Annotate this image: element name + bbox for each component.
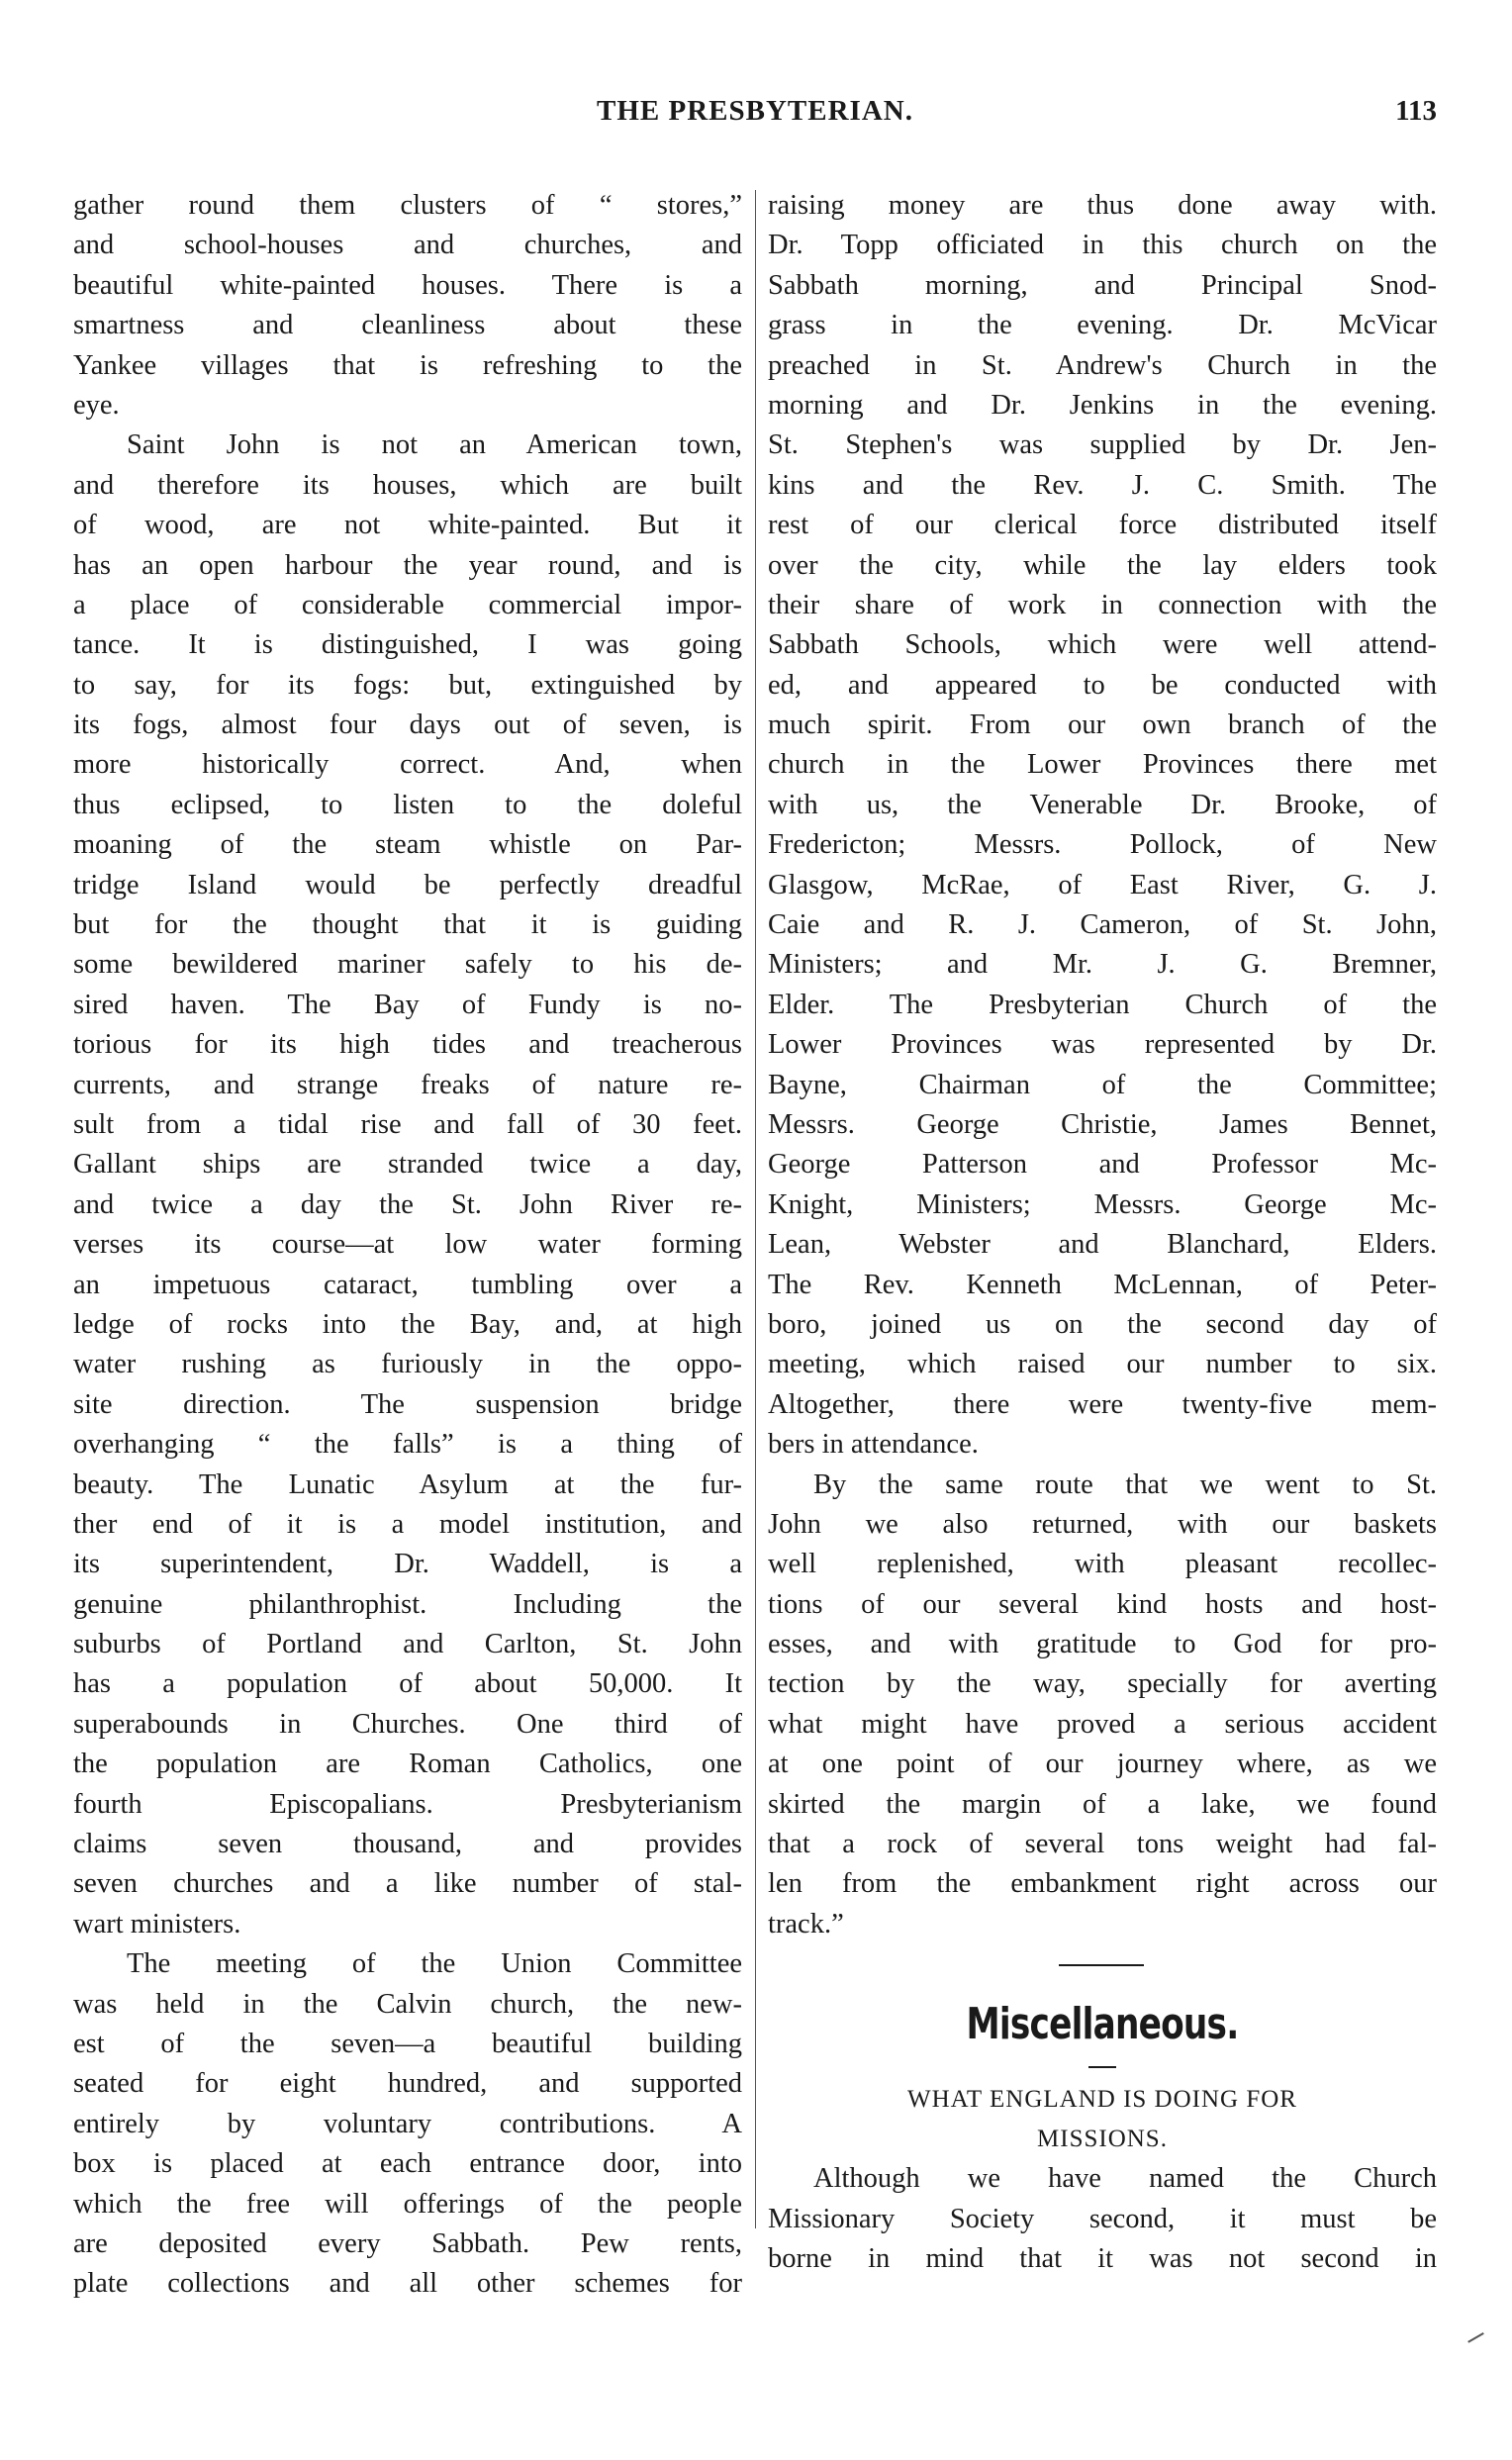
- text-line: Saint John is not an American town,: [127, 429, 742, 461]
- text-line: genuine philanthrophist. Including the: [73, 1588, 742, 1620]
- text-line: Altogether, there were twenty-five mem-: [768, 1388, 1437, 1420]
- text-line: torious for its high tides and treacherous: [73, 1029, 742, 1061]
- text-line: overhanging “ the falls” is a thing of: [73, 1429, 742, 1461]
- text-line: entirely by voluntary contributions. A: [73, 2108, 742, 2139]
- margin-pencil-mark: [1463, 2323, 1484, 2342]
- running-head: [73, 95, 1437, 135]
- text-line: The Rev. Kenneth McLennan, of Peter-: [768, 1269, 1437, 1300]
- text-line: wart ministers.: [73, 1908, 241, 1940]
- text-line: ledge of rocks into the Bay, and, at high: [73, 1308, 742, 1340]
- text-line: but for the thought that it is guiding: [73, 909, 742, 941]
- heading-underline: [768, 2064, 1437, 2080]
- text-line: that a rock of several tons weight had fal-: [768, 1829, 1437, 1860]
- article-subheading-line: MISSIONS.: [1037, 2125, 1168, 2152]
- text-line: thus eclipsed, to listen to the doleful: [73, 789, 742, 820]
- section-separator: [768, 1944, 1437, 1984]
- text-line: box is placed at each entrance door, into: [73, 2148, 742, 2180]
- text-line: Caie and R. J. Cameron, of St. John,: [768, 909, 1437, 941]
- text-line: what might have proved a serious accident: [768, 1708, 1437, 1740]
- text-line: Lower Provinces was represented by Dr.: [768, 1029, 1437, 1061]
- text-line: Sabbath morning, and Principal Snod-: [768, 269, 1437, 301]
- text-line: some bewildered mariner safely to his de-: [73, 949, 742, 981]
- text-line: suburbs of Portland and Carlton, St. John: [73, 1629, 742, 1660]
- text-line: St. Stephen's was supplied by Dr. Jen-: [768, 429, 1437, 461]
- text-line: borne in mind that it was not second in: [768, 2243, 1437, 2275]
- text-line: Dr. Topp officiated in this church on the: [768, 230, 1437, 261]
- text-line: church in the Lower Provinces there met: [768, 749, 1437, 781]
- text-line: grass in the evening. Dr. McVicar: [768, 310, 1437, 341]
- text-line: tridge Island would be perfectly dreadful: [73, 869, 742, 900]
- text-line: Although we have named the Church: [813, 2163, 1437, 2195]
- text-line: seven churches and a like number of stal-: [73, 1868, 742, 1900]
- text-line: its fogs, almost four days out of seven, is: [73, 710, 742, 741]
- text-line: currents, and strange freaks of nature re-: [73, 1069, 742, 1100]
- article-paragraph: [768, 2159, 1437, 2279]
- text-line: over the city, while the lay elders took: [768, 549, 1437, 581]
- text-line: which the free will offerings of the people: [73, 2188, 742, 2220]
- text-line: Ministers; and Mr. J. G. Bremner,: [768, 949, 1437, 981]
- text-line: sired haven. The Bay of Fundy is no-: [73, 989, 742, 1020]
- running-title: THE PRESBYTERIAN.: [597, 95, 913, 127]
- left-column: [73, 186, 742, 2305]
- text-line: morning and Dr. Jenkins in the evening.: [768, 389, 1437, 421]
- text-line: was held in the Calvin church, the new-: [73, 1988, 742, 2020]
- text-line: track.”: [768, 1908, 844, 1940]
- text-line: preached in St. Andrew's Church in the: [768, 349, 1437, 381]
- text-line: eye.: [73, 389, 120, 421]
- text-line: superabounds in Churches. One third of: [73, 1708, 742, 1740]
- text-line: and therefore its houses, which are built: [73, 469, 742, 501]
- text-line: esses, and with gratitude to God for pro-: [768, 1629, 1437, 1660]
- text-line: Messrs. George Christie, James Bennet,: [768, 1108, 1437, 1140]
- text-line: has a population of about 50,000. It: [73, 1668, 742, 1700]
- text-line: a place of considerable commercial impor-: [73, 589, 742, 620]
- heading-underline-rule: [1088, 2066, 1116, 2068]
- column-divider: [755, 190, 756, 2228]
- text-line: By the same route that we went to St.: [813, 1468, 1437, 1500]
- text-line: claims seven thousand, and provides: [73, 1829, 742, 1860]
- section-heading: Miscellaneous.: [966, 1998, 1239, 2049]
- text-line: kins and the Rev. J. C. Smith. The: [768, 469, 1437, 501]
- text-line: Yankee villages that is refreshing to the: [73, 349, 742, 381]
- text-line: site direction. The suspension bridge: [73, 1388, 742, 1420]
- text-line: tions of our several kind hosts and host-: [768, 1588, 1437, 1620]
- text-line: at one point of our journey where, as we: [768, 1749, 1437, 1780]
- text-line: George Patterson and Professor Mc-: [768, 1149, 1437, 1181]
- text-line: has an open harbour the year round, and is: [73, 549, 742, 581]
- text-line: boro, joined us on the second day of: [768, 1308, 1437, 1340]
- text-line: tection by the way, specially for averting: [768, 1668, 1437, 1700]
- text-line: Sabbath Schools, which were well attend-: [768, 629, 1437, 661]
- text-line: of wood, are not white-painted. But it: [73, 510, 742, 541]
- text-line: bers in attendance.: [768, 1429, 979, 1461]
- text-line: and twice a day the St. John River re-: [73, 1188, 742, 1220]
- text-line: Glasgow, McRae, of East River, G. J.: [768, 869, 1437, 900]
- text-line: Bayne, Chairman of the Committee;: [768, 1069, 1437, 1100]
- text-line: moaning of the steam whistle on Par-: [73, 829, 742, 861]
- text-line: seated for eight hundred, and supported: [73, 2068, 742, 2100]
- text-line: raising money are thus done away with.: [768, 190, 1437, 221]
- text-line: John we also returned, with our baskets: [768, 1508, 1437, 1540]
- text-line: are deposited every Sabbath. Pew rents,: [73, 2227, 742, 2259]
- text-line: an impetuous cataract, tumbling over a: [73, 1269, 742, 1300]
- text-line: fourth Episcopalians. Presbyterianism: [73, 1788, 742, 1820]
- text-line: water rushing as furiously in the oppo-: [73, 1349, 742, 1380]
- right-column-text: [768, 186, 1437, 1944]
- text-line: rest of our clerical force distributed itself: [768, 510, 1437, 541]
- text-line: skirted the margin of a lake, we found: [768, 1788, 1437, 1820]
- article-subheading-line: WHAT ENGLAND IS DOING FOR: [907, 2085, 1297, 2113]
- text-line: Gallant ships are stranded twice a day,: [73, 1149, 742, 1181]
- text-line: the population are Roman Catholics, one: [73, 1749, 742, 1780]
- text-line: well replenished, with pleasant recollec-: [768, 1549, 1437, 1580]
- text-line: smartness and cleanliness about these: [73, 310, 742, 341]
- text-line: more historically correct. And, when: [73, 749, 742, 781]
- text-line: The meeting of the Union Committee: [127, 1948, 742, 1980]
- text-line: beautiful white-painted houses. There is a: [73, 269, 742, 301]
- text-line: sult from a tidal rise and fall of 30 feet.: [73, 1108, 742, 1140]
- text-line: meeting, which raised our number to six.: [768, 1349, 1437, 1380]
- text-line: Lean, Webster and Blanchard, Elders.: [768, 1229, 1437, 1261]
- text-line: ther end of it is a model institution, and: [73, 1508, 742, 1540]
- text-line: and school-houses and churches, and: [73, 230, 742, 261]
- text-line: its superintendent, Dr. Waddell, is a: [73, 1549, 742, 1580]
- separator-rule: [1059, 1964, 1144, 1966]
- text-line: tance. It is distinguished, I was going: [73, 629, 742, 661]
- text-line: Fredericton; Messrs. Pollock, of New: [768, 829, 1437, 861]
- text-line: ed, and appeared to be conducted with: [768, 669, 1437, 701]
- right-column: [768, 186, 1437, 2280]
- text-line: verses its course—at low water forming: [73, 1229, 742, 1261]
- text-line: beauty. The Lunatic Asylum at the fur-: [73, 1468, 742, 1500]
- text-line: plate collections and all other schemes for: [73, 2268, 742, 2300]
- text-line: with us, the Venerable Dr. Brooke, of: [768, 789, 1437, 820]
- text-line: len from the embankment right across our: [768, 1868, 1437, 1900]
- text-line: est of the seven—a beautiful building: [73, 2028, 742, 2059]
- text-line: their share of work in connection with the: [768, 589, 1437, 620]
- text-line: to say, for its fogs: but, extinguished by: [73, 669, 742, 701]
- text-line: much spirit. From our own branch of the: [768, 710, 1437, 741]
- text-line: gather round them clusters of “ stores,”: [73, 190, 742, 221]
- text-line: Missionary Society second, it must be: [768, 2203, 1437, 2234]
- text-line: Elder. The Presbyterian Church of the: [768, 989, 1437, 1020]
- text-line: Knight, Ministers; Messrs. George Mc-: [768, 1188, 1437, 1220]
- page-number: 113: [1395, 95, 1437, 127]
